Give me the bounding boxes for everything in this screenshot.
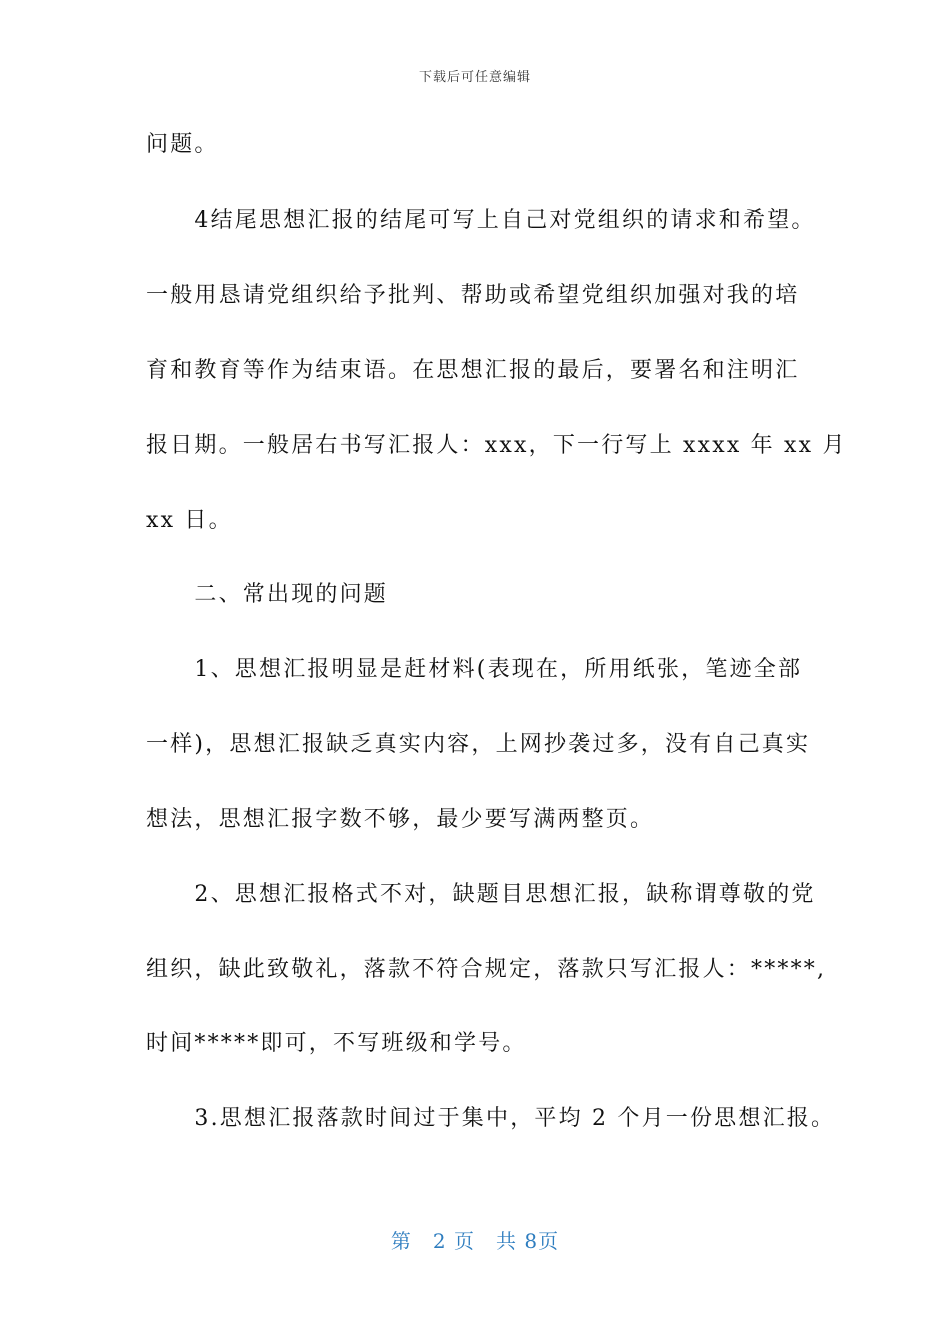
text-line: 报日期。一般居右书写汇报人：xxx，下一行写上 xxxx 年 xx 月 xyxy=(146,433,847,458)
text-line: 想法，思想汇报字数不够，最少要写满两整页。 xyxy=(146,807,655,832)
text-line: 时间*****即可，不写班级和学号。 xyxy=(146,1031,527,1056)
text-line: 问题。 xyxy=(146,132,219,157)
page-header: 下载后可任意编辑 xyxy=(418,70,531,85)
text-line: 4结尾思想汇报的结尾可写上自己对党组织的请求和希望。 xyxy=(146,208,816,233)
text-line: 1、思想汇报明显是赶材料(表现在，所用纸张，笔迹全部 xyxy=(146,657,803,682)
page-number-footer: 第 2 页 共 8页 xyxy=(390,1229,560,1253)
text-line: 一样)，思想汇报缺乏真实内容，上网抄袭过多，没有自己真实 xyxy=(146,732,811,757)
text-line: 组织，缺此致敬礼，落款不符合规定，落款只写汇报人：*****, xyxy=(146,957,827,982)
section-heading: 二、常出现的问题 xyxy=(146,582,389,607)
text-line: 2、思想汇报格式不对，缺题目思想汇报，缺称谓尊敬的党 xyxy=(146,882,816,907)
text-line: 3.思想汇报落款时间过于集中，平均 2 个月一份思想汇报。 xyxy=(146,1106,836,1131)
text-line: 一般用恳请党组织给予批判、帮助或希望党组织加强对我的培 xyxy=(146,283,800,308)
text-line: 育和教育等作为结束语。在思想汇报的最后，要署名和注明汇 xyxy=(146,358,800,383)
text-line: xx 日。 xyxy=(146,508,233,533)
